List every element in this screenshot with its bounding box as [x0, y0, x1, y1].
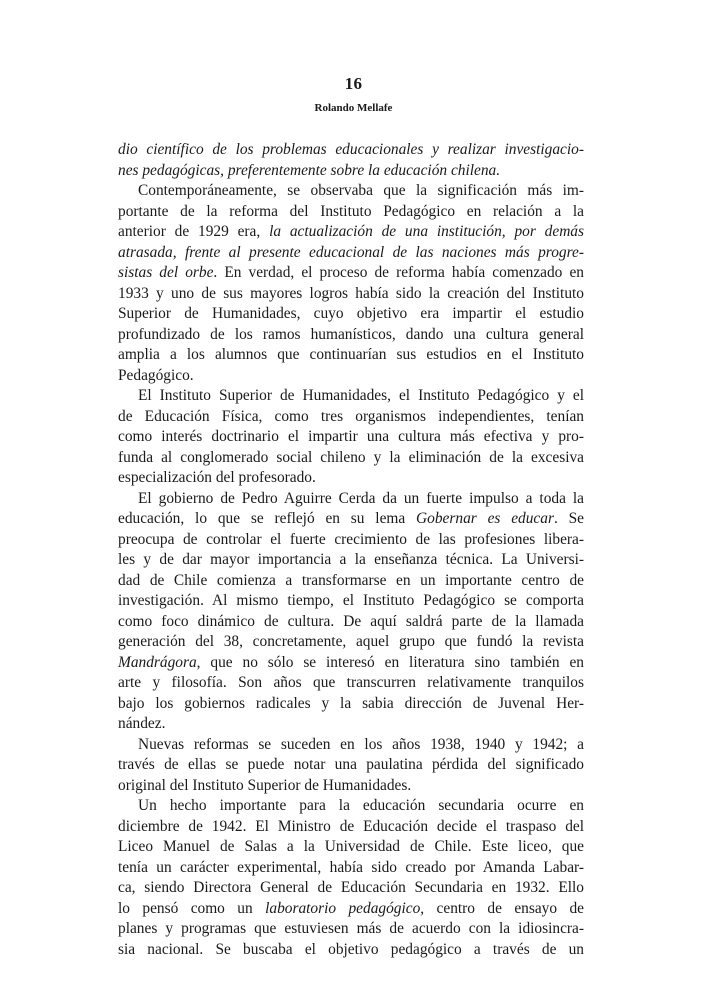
italic-text-run: dio científico de los problemas educacionales y realizar investigacio-	[118, 141, 584, 158]
text-line	[118, 366, 584, 387]
italic-text-run: nes pedagógicas, preferentemente sobre la educación chilena.	[118, 161, 501, 179]
text-line	[118, 181, 584, 202]
text-run: lo pensó como un	[118, 899, 266, 917]
text-line	[118, 325, 584, 346]
text-line	[118, 694, 584, 715]
text-run: amplia a los alumnos que continuarían sus estudios en el Instituto	[118, 346, 584, 363]
text-line	[118, 243, 584, 264]
text-run: Liceo Manuel de Salas a la Universidad de Chile. Este liceo, que	[118, 838, 584, 855]
text-line	[118, 776, 584, 797]
text-run: de Educación Física, como tres organismos independientes, tenían	[118, 407, 584, 425]
text-run: funda al conglomerado social chileno y la eliminación de la excesiva	[118, 448, 584, 466]
text-run: Contemporáneamente, se observaba que la significación más im-	[138, 182, 584, 199]
text-line	[118, 489, 584, 510]
text-run: , que no sólo se interesó en literatura sino también en	[196, 653, 584, 671]
text-run: . Se	[553, 510, 585, 527]
text-line	[118, 161, 584, 182]
text-run: Pedagógico.	[118, 366, 194, 384]
running-head: Rolando Mellafe	[314, 102, 393, 114]
text-run: Superior de Humanidades, cuyo objetivo era impartir el estudio	[118, 305, 584, 322]
text-line	[118, 448, 584, 469]
text-run: diciembre de 1942. El Ministro de Educación decide el traspaso del	[118, 817, 584, 835]
text-line	[118, 386, 584, 407]
text-run: , centro de ensayo de	[420, 899, 585, 917]
text-line	[118, 284, 584, 305]
text-run: dad de Chile comienza a transformarse en un importante centro de	[118, 571, 584, 589]
text-line	[118, 263, 584, 284]
text-line	[118, 509, 584, 530]
italic-text-run: sistas del orbe	[118, 264, 214, 281]
text-line	[118, 796, 584, 817]
text-line	[118, 550, 584, 571]
italic-text-run: Mandrágora	[118, 653, 197, 671]
text-run: preocupa de controlar el fuerte crecimiento de las profesiones libera-	[118, 530, 584, 548]
text-line	[118, 735, 584, 756]
text-run: como interés doctrinario el impartir una cultura más efectiva y pro-	[118, 428, 584, 445]
text-line	[118, 755, 584, 776]
text-line	[118, 468, 584, 489]
text-line	[118, 427, 584, 448]
text-run: investigación. Al mismo tiempo, el Instituto Pedagógico se comporta	[118, 592, 584, 609]
text-run: arte y filosofía. Son años que transcurren relativamente tranquilos	[118, 674, 584, 691]
italic-text-run: Gobernar es educar	[416, 510, 554, 527]
text-line	[118, 345, 584, 366]
text-run: bajo los gobiernos radicales y la sabia dirección de Juvenal Her-	[118, 694, 584, 712]
text-run: portante de la reforma del Instituto Pedagógico en relación a la	[118, 202, 584, 220]
text-run: Un hecho importante para la educación secundaria ocurre en	[138, 797, 584, 814]
text-line	[118, 571, 584, 592]
text-run: El Instituto Superior de Humanidades, el Instituto Pedagógico y el	[138, 387, 584, 404]
text-run: especialización del profesorado.	[118, 469, 316, 486]
body-text	[118, 140, 584, 960]
text-run: generación del 38, concretamente, aquel grupo que fundó la revista	[118, 633, 584, 650]
text-run: les y de dar mayor importancia a la enseñanza técnica. La Universi-	[118, 551, 584, 568]
text-line	[118, 632, 584, 653]
text-line	[118, 304, 584, 325]
text-line	[118, 714, 584, 735]
text-run: 1933 y uno de sus mayores logros había sido la creación del Instituto	[118, 284, 584, 302]
text-run: sia nacional. Se buscaba el objetivo pedagógico a través de un	[118, 940, 584, 958]
text-line	[118, 591, 584, 612]
text-line	[118, 653, 584, 674]
text-line	[118, 837, 584, 858]
text-line	[118, 673, 584, 694]
text-run: ca, siendo Directora General de Educación Secundaria en 1932. Ello	[118, 879, 584, 896]
text-run: tenía un carácter experimental, había sido creado por Amanda Labar-	[118, 858, 584, 876]
italic-text-run: atrasada, frente al presente educacional de las naciones más progre-	[118, 243, 584, 261]
text-line	[118, 899, 584, 920]
text-run: Nuevas reformas se suceden en los años 1938, 1940 y 1942; a	[138, 735, 584, 753]
page-number: 16	[344, 74, 363, 93]
text-line	[118, 222, 584, 243]
text-run: El gobierno de Pedro Aguirre Cerda da un fuerte impulso a toda la	[138, 489, 584, 507]
text-line	[118, 878, 584, 899]
text-line	[118, 140, 584, 161]
text-run: planes y programas que estuviesen más de acuerdo con la idiosincra-	[118, 920, 584, 937]
text-line	[118, 817, 584, 838]
text-line	[118, 202, 584, 223]
text-run: anterior de 1929 era,	[118, 223, 270, 240]
text-run: . En verdad, el proceso de reforma había comenzado en	[213, 264, 584, 281]
text-run: profundizado de los ramos humanísticos, dando una cultura general	[118, 325, 584, 343]
text-run: nández.	[118, 715, 166, 732]
text-line	[118, 530, 584, 551]
text-line	[118, 940, 584, 961]
text-run: como foco dinámico de cultura. De aquí saldrá parte de la llamada	[118, 612, 584, 630]
italic-text-run: la actualización de una institución, por demás	[269, 223, 584, 240]
text-run: educación, lo que se reflejó en su lema	[118, 510, 417, 527]
text-line	[118, 919, 584, 940]
text-run: original del Instituto Superior de Humanidades.	[118, 776, 412, 794]
text-line	[118, 858, 584, 879]
text-run: través de ellas se puede notar una paulatina pérdida del significado	[118, 756, 584, 773]
text-line	[118, 612, 584, 633]
italic-text-run: laboratorio pedagógico	[265, 899, 421, 917]
text-line	[118, 407, 584, 428]
